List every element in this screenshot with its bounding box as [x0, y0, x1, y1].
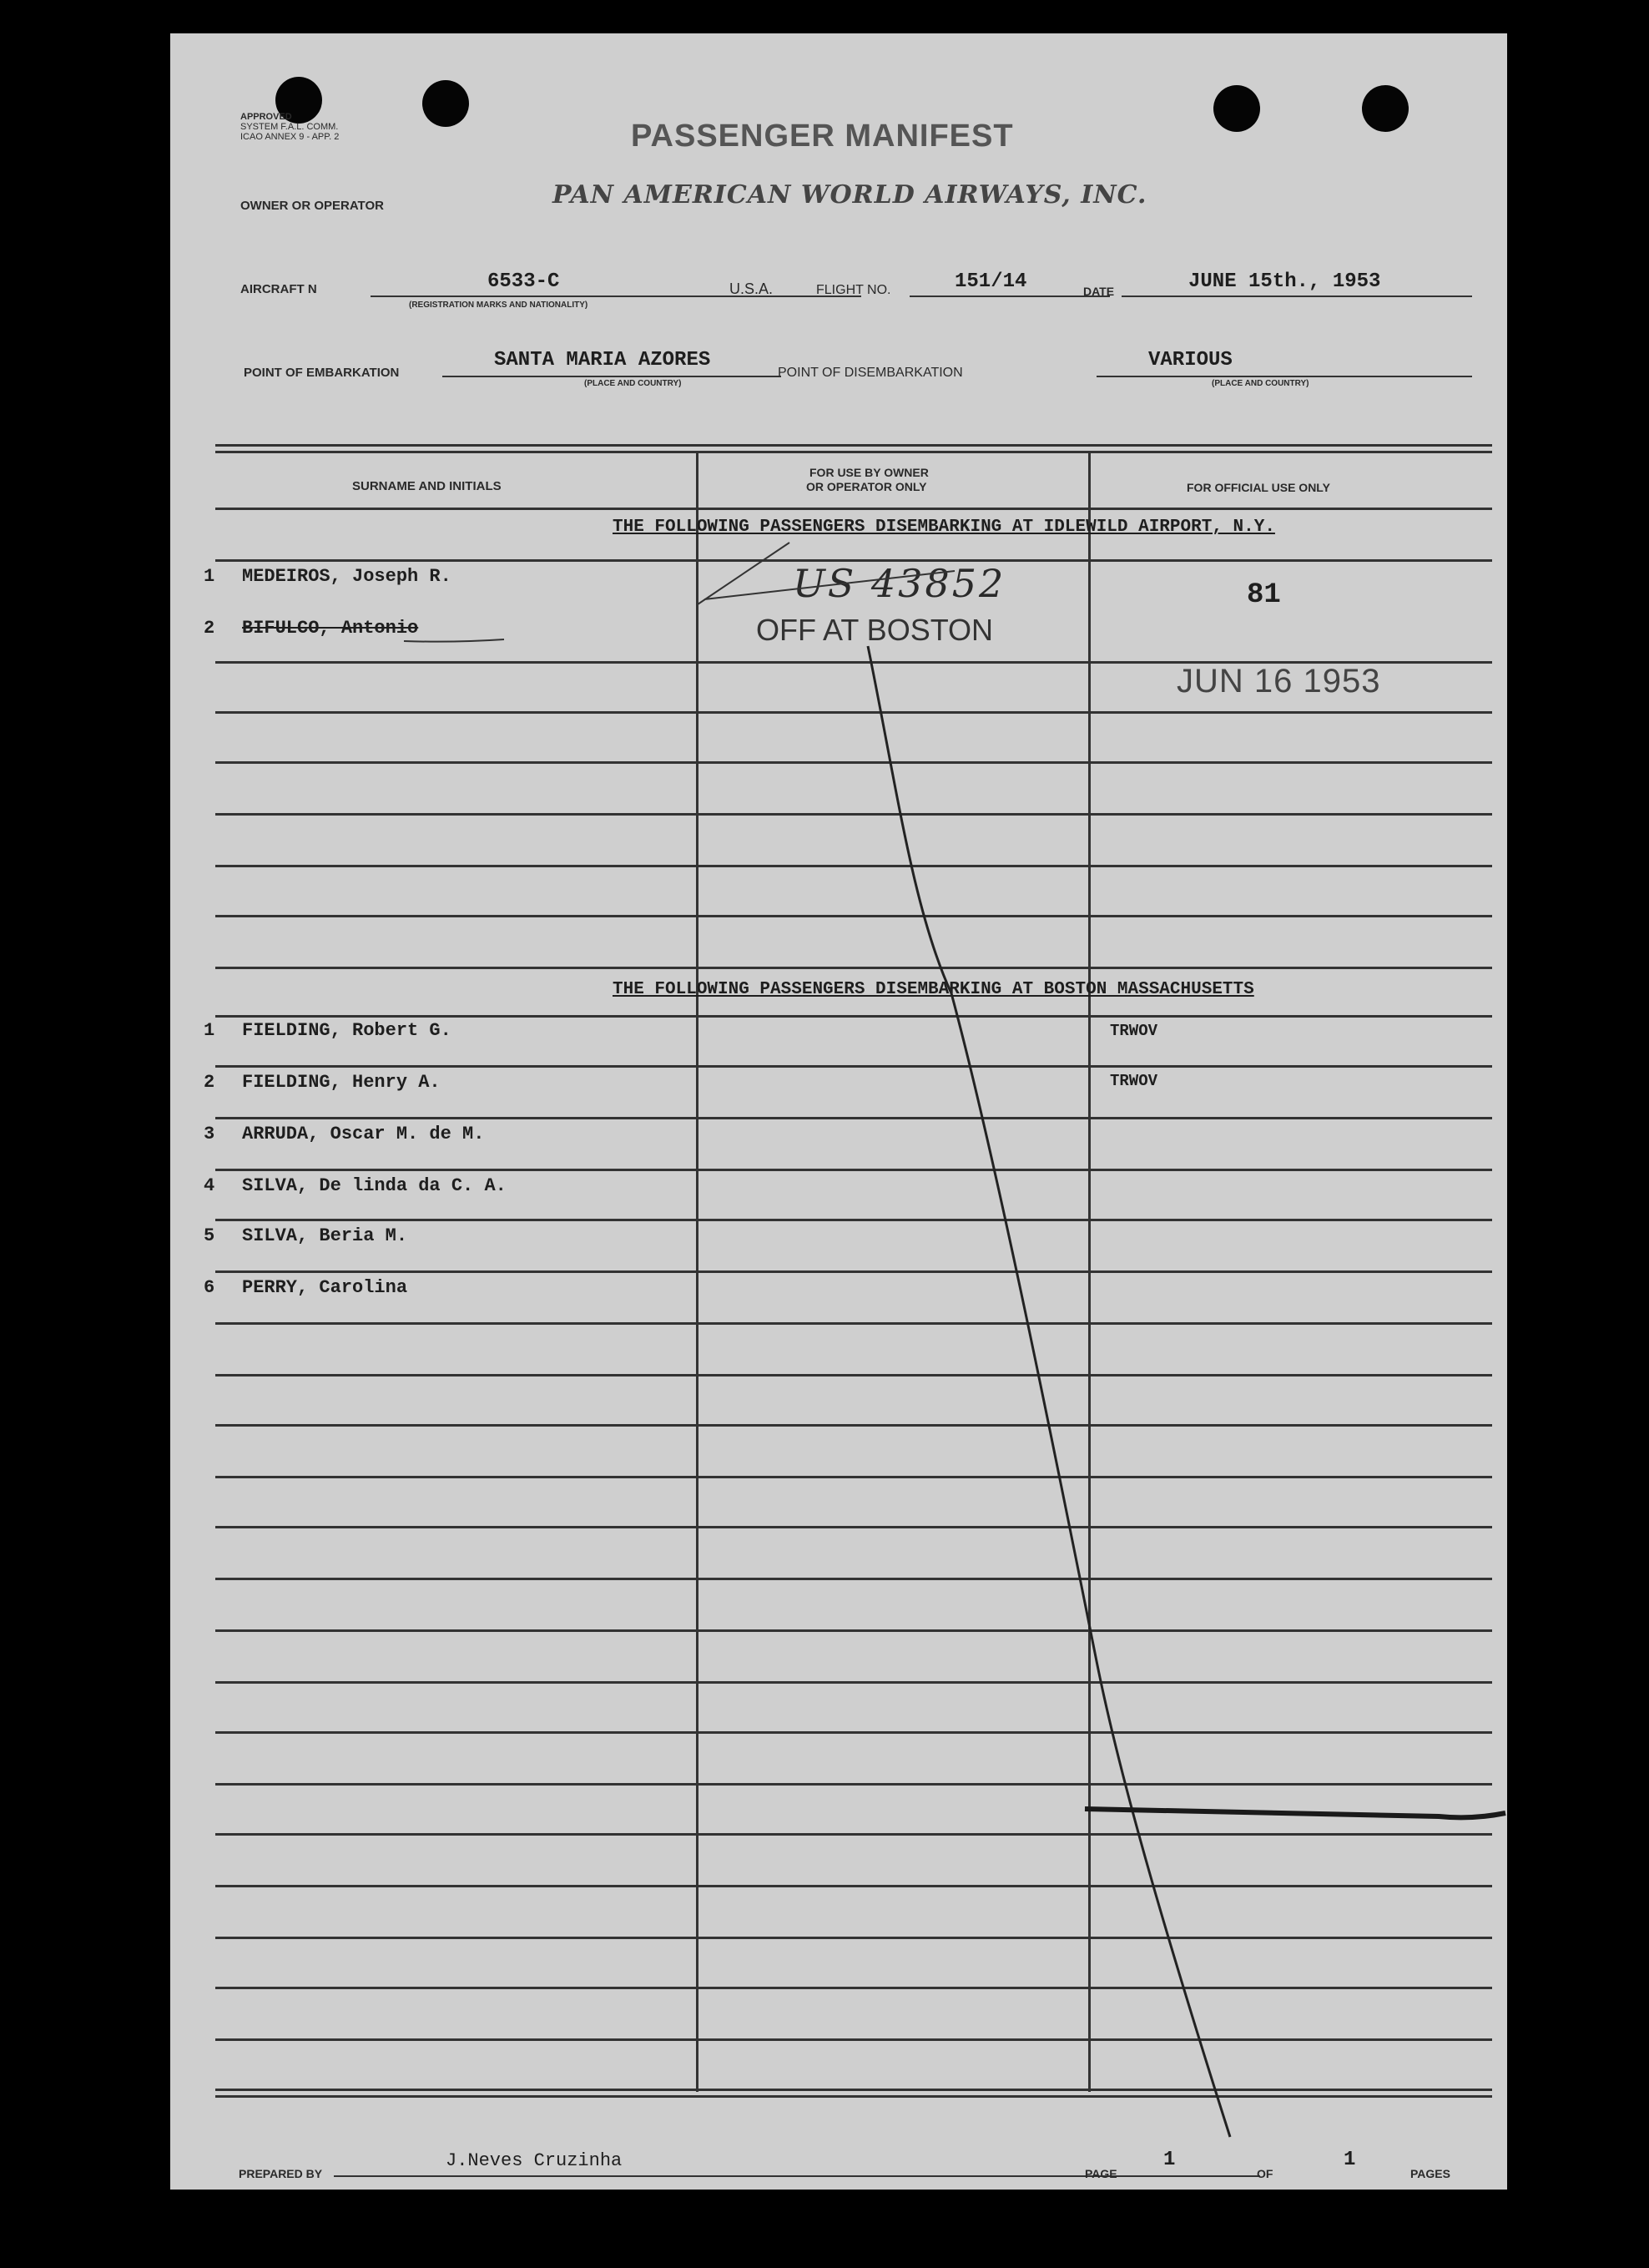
row-number: 1 [204, 1020, 215, 1041]
prepared-value: J.Neves Cruzinha [446, 2150, 623, 2171]
row-number: 5 [204, 1225, 215, 1246]
page-title: PASSENGER MANIFEST [631, 119, 1014, 154]
row-number: 2 [204, 1072, 215, 1093]
row-number: 4 [204, 1175, 215, 1196]
row-number: 2 [204, 618, 215, 639]
passenger-name: MEDEIROS, Joseph R. [242, 566, 451, 587]
col-header-official: FOR OFFICIAL USE ONLY [1187, 481, 1330, 494]
col-header-owner: FOR USE BY OWNER [809, 466, 929, 479]
pen-marks [170, 33, 1507, 2190]
section-heading-idlewild: THE FOLLOWING PASSENGERS DISEMBARKING AT IDLEWILD AIRPORT, N.Y. [613, 518, 1275, 537]
of-value: 1 [1344, 2149, 1356, 2171]
approval-line: ICAO ANNEX 9 - APP. 2 [240, 132, 340, 142]
passenger-name: SILVA, De linda da C. A. [242, 1175, 507, 1196]
registration-caption: (REGISTRATION MARKS AND NATIONALITY) [409, 301, 588, 310]
disembark-label: POINT OF DISEMBARKATION [778, 366, 963, 380]
flight-label: FLIGHT NO. [816, 283, 891, 297]
date-label: DATE [1083, 285, 1115, 298]
pages-label: PAGES [1410, 2167, 1450, 2180]
col-header-surname: SURNAME AND INITIALS [352, 479, 502, 493]
manifest-sheet [170, 33, 1507, 2190]
owner-label: OWNER OR OPERATOR [240, 199, 384, 213]
flight-value: 151/14 [955, 270, 1027, 293]
col-header-owner: OR OPERATOR ONLY [806, 480, 927, 493]
embark-value: SANTA MARIA AZORES [494, 349, 711, 371]
passenger-name: FIELDING, Henry A. [242, 1072, 441, 1093]
prepared-label: PREPARED BY [239, 2167, 323, 2180]
disembark-caption: (PLACE AND COUNTRY) [1212, 379, 1309, 388]
handwritten-number: US 43852 [793, 561, 1006, 606]
operator-name: PAN AMERICAN WORLD AIRWAYS, INC. [552, 180, 1147, 210]
passenger-name-struck: BIFULCO, Antonio [242, 618, 419, 639]
row-number: 6 [204, 1277, 215, 1298]
official-code: TRWOV [1110, 1022, 1158, 1040]
date-stamp: JUN 16 1953 [1177, 663, 1381, 700]
page-value: 1 [1163, 2149, 1176, 2171]
row-number: 1 [204, 566, 215, 587]
passenger-name: PERRY, Carolina [242, 1277, 408, 1298]
passenger-name: FIELDING, Robert G. [242, 1020, 451, 1041]
official-number: 81 [1247, 579, 1281, 611]
disembark-value: VARIOUS [1148, 349, 1233, 371]
embark-label: POINT OF EMBARKATION [244, 366, 400, 380]
off-at-boston-stamp: OFF AT BOSTON [756, 613, 994, 647]
passenger-name: SILVA, Beria M. [242, 1225, 408, 1246]
passenger-name: ARRUDA, Oscar M. de M. [242, 1124, 485, 1144]
usa-label: U.S.A. [729, 280, 774, 297]
aircraft-label: AIRCRAFT N [240, 282, 317, 296]
embark-caption: (PLACE AND COUNTRY) [584, 379, 682, 388]
official-code: TRWOV [1110, 1072, 1158, 1090]
of-label: OF [1257, 2167, 1273, 2180]
section-heading-boston: THE FOLLOWING PASSENGERS DISEMBARKING AT BOSTON MASSACHUSETTS [613, 980, 1254, 999]
approval-line: SYSTEM F.A.L. COMM. [240, 122, 339, 132]
date-value: JUNE 15th., 1953 [1188, 270, 1381, 293]
aircraft-value: 6533-C [487, 270, 560, 293]
page-label: PAGE [1085, 2167, 1117, 2180]
approval-line: APPROVED [240, 112, 292, 122]
row-number: 3 [204, 1124, 215, 1144]
